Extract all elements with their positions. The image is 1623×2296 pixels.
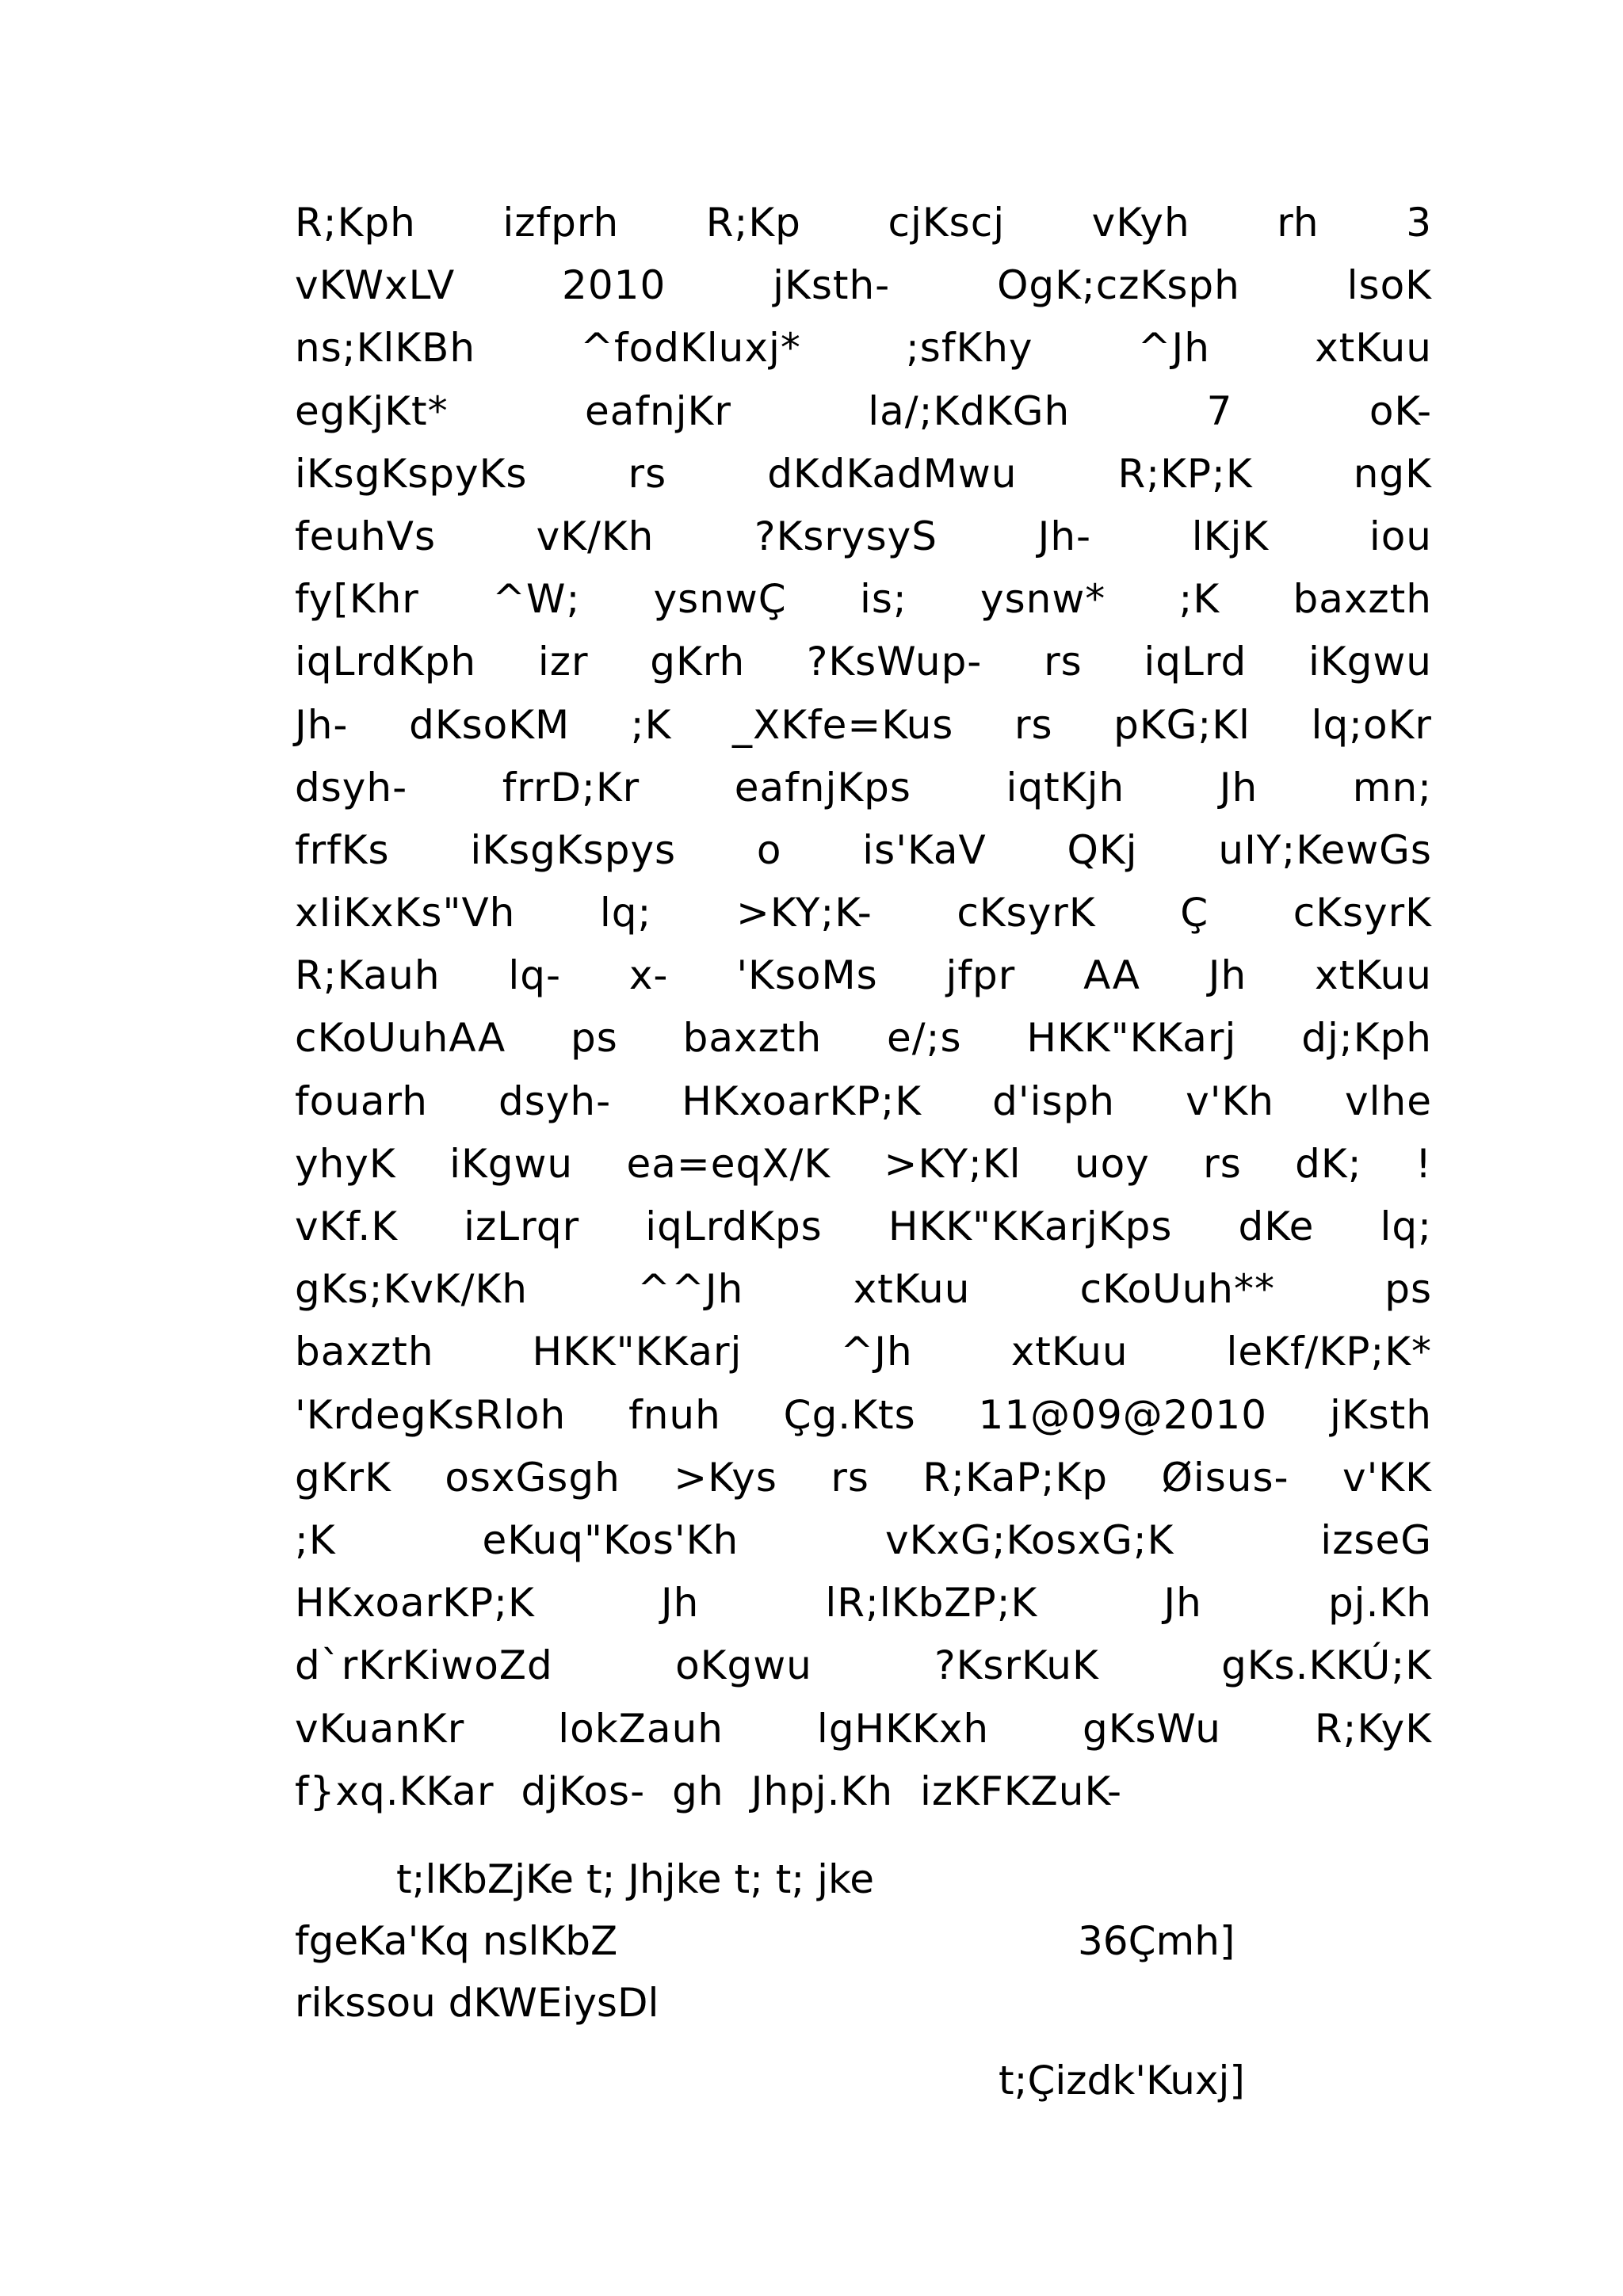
paragraph-word: lq; <box>1380 1203 1432 1249</box>
paragraph-word: vKuanKr <box>295 1705 465 1752</box>
paragraph-word: iou <box>1369 513 1432 559</box>
paragraph-word: ^W; <box>492 576 581 623</box>
paragraph-word: cKoUuh** <box>1079 1266 1275 1313</box>
paragraph-word: ;K <box>1178 576 1220 623</box>
paragraph-word: gKrh <box>650 639 746 685</box>
paragraph-word: gKsWu <box>1082 1705 1221 1752</box>
paragraph-word: cKsyrK <box>957 890 1096 936</box>
paragraph-word: iKsgKspys <box>470 826 677 873</box>
paragraph-line <box>295 1572 1432 1634</box>
paragraph-word: Jhpj.Kh <box>750 1768 894 1814</box>
paragraph-word: d`rKrKiwoZd <box>295 1642 553 1689</box>
paragraph-word: leKf/KP;K* <box>1226 1329 1432 1375</box>
paragraph-word: frrD;Kr <box>502 764 640 810</box>
paragraph-word: mn; <box>1352 764 1432 810</box>
paragraph-word: uIY;KewGs <box>1218 826 1432 873</box>
paragraph-word: vKWxLV <box>295 262 456 309</box>
paragraph-word: 2010 <box>562 262 666 309</box>
paragraph-word: lokZauh <box>558 1705 724 1752</box>
paragraph-word: izfprh <box>502 200 620 246</box>
paragraph-word: R;Kp <box>705 200 801 246</box>
paragraph-word: >KY;Kl <box>884 1140 1022 1187</box>
paragraph-word: v'Kh <box>1186 1077 1274 1124</box>
paragraph-word: gKs;KvK/Kh <box>295 1266 528 1313</box>
paragraph-word: 3 <box>1406 200 1432 246</box>
paragraph-line <box>295 380 1432 443</box>
paragraph-word: iKsgKspyKs <box>295 450 528 497</box>
body-paragraph <box>295 192 1432 1823</box>
paragraph-line <box>295 443 1432 505</box>
paragraph-word: fnuh <box>628 1391 721 1438</box>
paragraph-line <box>295 1258 1432 1321</box>
paragraph-word: iqLrdKps <box>645 1203 823 1249</box>
paragraph-word: ?KsWup- <box>806 639 983 685</box>
paragraph-word: HKK"KKarjKps <box>888 1203 1173 1249</box>
paragraph-word: ! <box>1415 1140 1432 1187</box>
signature-locality: t;Çizdk'Kuxj] <box>999 2058 1245 2103</box>
paragraph-word: Jh <box>1208 952 1247 999</box>
paragraph-word: cKsyrK <box>1293 890 1432 936</box>
paragraph-word: rs <box>628 450 667 497</box>
paragraph-word: R;KaP;Kp <box>922 1454 1109 1501</box>
paragraph-word: gh <box>672 1768 724 1814</box>
paragraph-word: iqLrd <box>1144 639 1247 685</box>
paragraph-word: AA <box>1083 952 1140 999</box>
paragraph-word: dsyh- <box>498 1077 612 1124</box>
closing-salutation: t;lKbZjKe t; Jhjke t; t; jke <box>396 1856 874 1902</box>
paragraph-word: Ç <box>1180 890 1209 936</box>
paragraph-word: is'KaV <box>862 826 987 873</box>
paragraph-line <box>295 1007 1432 1070</box>
paragraph-word: vKxG;KosxG;K <box>884 1516 1174 1563</box>
paragraph-word: Jh- <box>295 701 349 748</box>
paragraph-word: feuhVs <box>295 513 436 559</box>
signature-name: fgeKa'Kq nslKbZ <box>295 1918 618 1964</box>
paragraph-line <box>295 1698 1432 1760</box>
paragraph-word: ?KsrysyS <box>754 513 938 559</box>
paragraph-word: eafnjKps <box>734 764 911 810</box>
signature-address-number: 36Çmh] <box>1078 1918 1235 1964</box>
paragraph-word: xtKuu <box>1010 1329 1128 1375</box>
paragraph-word: vK/Kh <box>536 513 655 559</box>
paragraph-word: fy[Khr <box>295 576 419 623</box>
paragraph-line <box>295 1447 1432 1509</box>
paragraph-word: lKjK <box>1191 513 1270 559</box>
paragraph-word: 7 <box>1206 387 1233 434</box>
paragraph-word: xtKuu <box>1315 325 1432 372</box>
paragraph-word: dKdKadMwu <box>767 450 1018 497</box>
paragraph-word: jKsth- <box>773 262 891 309</box>
paragraph-word: jKsth <box>1329 1391 1432 1438</box>
paragraph-word: vlhe <box>1345 1077 1432 1124</box>
paragraph-line <box>295 1196 1432 1258</box>
paragraph-word: cjKscj <box>888 200 1006 246</box>
paragraph-word: Øisus- <box>1161 1454 1289 1501</box>
paragraph-line <box>295 944 1432 1007</box>
paragraph-word: oKgwu <box>675 1642 812 1689</box>
paragraph-word: dK; <box>1295 1140 1362 1187</box>
paragraph-word: rs <box>1203 1140 1242 1187</box>
paragraph-word: f}xq.KKar <box>295 1768 495 1814</box>
paragraph-word: eafnjKr <box>584 387 731 434</box>
paragraph-word: oK- <box>1369 387 1432 434</box>
paragraph-word: djKos- <box>521 1768 646 1814</box>
paragraph-line <box>295 1760 1432 1823</box>
paragraph-word: 11@09@2010 <box>978 1391 1268 1438</box>
paragraph-word: dj;Kph <box>1301 1015 1432 1062</box>
paragraph-word: osxGsgh <box>445 1454 621 1501</box>
paragraph-word: yhyK <box>295 1140 396 1187</box>
paragraph-word: ^^Jh <box>637 1266 744 1313</box>
paragraph-word: vKf.K <box>295 1203 399 1249</box>
paragraph-word: lgHKKxh <box>816 1705 990 1752</box>
paragraph-word: is; <box>859 576 907 623</box>
paragraph-word: pj.Kh <box>1327 1580 1432 1627</box>
paragraph-word: v'KK <box>1342 1454 1432 1501</box>
paragraph-word: dKe <box>1238 1203 1315 1249</box>
paragraph-word: ea=eqX/K <box>626 1140 831 1187</box>
paragraph-line <box>295 1133 1432 1196</box>
paragraph-word: o <box>756 826 782 873</box>
paragraph-word: uoy <box>1074 1140 1150 1187</box>
paragraph-word: >Kys <box>674 1454 777 1501</box>
paragraph-word: QKj <box>1067 826 1138 873</box>
paragraph-word: xtKuu <box>1315 952 1432 999</box>
paragraph-word: HKK"KKarj <box>532 1329 743 1375</box>
paragraph-word: rs <box>1044 639 1083 685</box>
paragraph-word: Jh <box>1163 1580 1202 1627</box>
paragraph-word: lq;oKr <box>1311 701 1432 748</box>
paragraph-line <box>295 1634 1432 1697</box>
paragraph-word: R;Kauh <box>295 952 441 999</box>
paragraph-word: ;K <box>630 701 672 748</box>
paragraph-word: eKuq"Kos'Kh <box>482 1516 739 1563</box>
paragraph-word: ysnwÇ <box>653 576 787 623</box>
paragraph-line <box>295 882 1432 944</box>
paragraph-word: HKxoarKP;K <box>682 1077 922 1124</box>
paragraph-word: iKgwu <box>1308 639 1432 685</box>
paragraph-word: R;KyK <box>1314 1705 1432 1752</box>
paragraph-word: frfKs <box>295 826 390 873</box>
paragraph-word: rs <box>1014 701 1053 748</box>
paragraph-word: OgK;czKsph <box>997 262 1240 309</box>
paragraph-word: 'KrdegKsRloh <box>295 1391 567 1438</box>
paragraph-word: ;sfKhy <box>905 325 1033 372</box>
paragraph-word: >KY;K- <box>735 890 873 936</box>
paragraph-word: baxzth <box>295 1329 434 1375</box>
paragraph-word: lq- <box>508 952 562 999</box>
paragraph-word: ysnw* <box>980 576 1106 623</box>
paragraph-word: Jh <box>660 1580 700 1627</box>
paragraph-word: iqtKjh <box>1006 764 1125 810</box>
paragraph-word: rs <box>831 1454 869 1501</box>
paragraph-word: e/;s <box>887 1015 962 1062</box>
paragraph-word: ngK <box>1353 450 1432 497</box>
paragraph-word: egKjKt* <box>295 387 449 434</box>
paragraph-word: ^Jh <box>1137 325 1210 372</box>
paragraph-word: ps <box>571 1015 618 1062</box>
paragraph-line <box>295 1509 1432 1572</box>
paragraph-word: cKoUuhAA <box>295 1015 506 1062</box>
paragraph-word: izseG <box>1320 1516 1432 1563</box>
paragraph-word: xIiKxKs"Vh <box>295 890 516 936</box>
paragraph-word: HKxoarKP;K <box>295 1580 535 1627</box>
paragraph-word: izLrqr <box>464 1203 580 1249</box>
paragraph-word: fouarh <box>295 1077 428 1124</box>
paragraph-word: ;K <box>295 1516 336 1563</box>
paragraph-line <box>295 1384 1432 1447</box>
paragraph-word: HKK"KKarj <box>1026 1015 1237 1062</box>
paragraph-word: R;Kph <box>295 200 416 246</box>
paragraph-word: baxzth <box>1293 576 1432 623</box>
paragraph-word: Jh- <box>1037 513 1092 559</box>
paragraph-word: vKyh <box>1091 200 1190 246</box>
paragraph-word: baxzth <box>682 1015 823 1062</box>
paragraph-word: d'isph <box>992 1077 1115 1124</box>
paragraph-line <box>295 757 1432 819</box>
paragraph-word: ?KsrKuK <box>934 1642 1099 1689</box>
paragraph-word: iqLrdKph <box>295 639 477 685</box>
paragraph-word: ns;KlKBh <box>295 325 476 372</box>
paragraph-line <box>295 694 1432 757</box>
signature-line <box>295 1916 1432 1966</box>
paragraph-word: izr <box>537 639 589 685</box>
paragraph-line <box>295 631 1432 693</box>
paragraph-word: _XKfe=Kus <box>732 701 954 748</box>
paragraph-word: x- <box>628 952 669 999</box>
paragraph-word: R;KP;K <box>1117 450 1253 497</box>
paragraph-word: iKgwu <box>449 1140 574 1187</box>
paragraph-line <box>295 317 1432 379</box>
paragraph-word: rh <box>1277 200 1319 246</box>
paragraph-line <box>295 192 1432 254</box>
paragraph-word: pKG;Kl <box>1113 701 1251 748</box>
paragraph-word: ^Jh <box>840 1329 913 1375</box>
paragraph-word: gKrK <box>295 1454 391 1501</box>
paragraph-word: izKFKZuK- <box>920 1768 1123 1814</box>
paragraph-word: la/;KdKGh <box>868 387 1071 434</box>
paragraph-word: dKsoKM <box>409 701 571 748</box>
paragraph-line <box>295 1321 1432 1383</box>
paragraph-word: lq; <box>599 890 652 936</box>
paragraph-word: dsyh- <box>295 764 408 810</box>
paragraph-word: Çg.Kts <box>783 1391 916 1438</box>
paragraph-word: gKs.KKÚ;K <box>1221 1642 1432 1689</box>
paragraph-word: xtKuu <box>853 1266 971 1313</box>
paragraph-line <box>295 1070 1432 1133</box>
signature-address: rikssou dKWEiysDl <box>295 1980 659 2026</box>
paragraph-line <box>295 254 1432 317</box>
paragraph-word: lsoK <box>1346 262 1432 309</box>
paragraph-word: lR;lKbZP;K <box>825 1580 1038 1627</box>
paragraph-word: Jh <box>1219 764 1258 810</box>
paragraph-word: ^fodKluxj* <box>580 325 801 372</box>
paragraph-word: ps <box>1384 1266 1432 1313</box>
paragraph-line <box>295 819 1432 882</box>
paragraph-word: jfpr <box>945 952 1016 999</box>
paragraph-line <box>295 505 1432 568</box>
paragraph-line <box>295 568 1432 631</box>
paragraph-word: 'KsoMs <box>736 952 878 999</box>
